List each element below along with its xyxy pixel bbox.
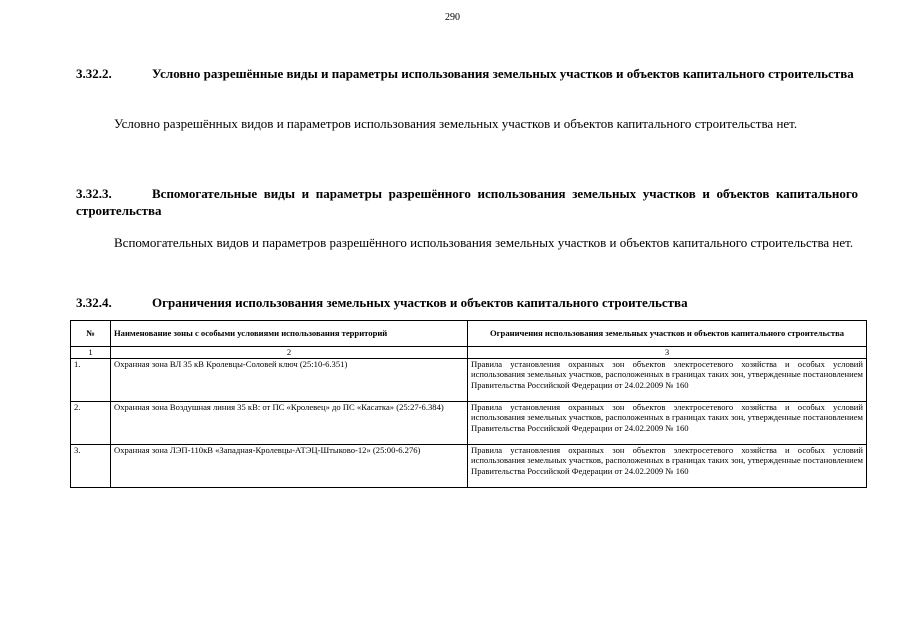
row-number: 2. xyxy=(71,401,111,444)
row-number: 1. xyxy=(71,358,111,401)
section-title: Условно разрешённые виды и параметры использования земельных участков и объектов капитального строительства xyxy=(152,66,854,81)
column-index: 2 xyxy=(111,347,468,359)
restriction-text: Правила установления охранных зон объектов электросетевого хозяйства и особых условий использования земельных участков, расположенных в границах таких зон, утвержденные постановлением Правительства Российской Федерации от 24.02.2009 № 160 xyxy=(468,358,867,401)
section-text: Вспомогательных видов и параметров разрешённого использования земельных участков и объектов капитального строительства нет. xyxy=(114,235,854,250)
section-title: Ограничения использования земельных участков и объектов капитального строительства xyxy=(152,295,688,310)
zone-name: Охранная зона Воздушная линия 35 кВ: от ПС «Кролевец» до ПС «Касатка» (25:27-6.384) xyxy=(111,401,468,444)
zone-name: Охранная зона ЛЭП-110кВ «Западная-Кролевцы-АТЭЦ-Штыково-12» (25:00-6.276) xyxy=(111,444,468,487)
table-row xyxy=(71,358,867,401)
section-heading-3-32-2 xyxy=(76,65,858,82)
restriction-text: Правила установления охранных зон объектов электросетевого хозяйства и особых условий использования земельных участков, расположенных в границах таких зон, утвержденные постановлением Правительства Российской Федерации от 24.02.2009 № 160 xyxy=(468,444,867,487)
section-heading-3-32-4 xyxy=(76,294,858,311)
section-text: Условно разрешённых видов и параметров использования земельных участков и объектов капитального строительства нет. xyxy=(114,116,798,131)
header-zone: Наименование зоны с особыми условиями использования территорий xyxy=(111,321,468,347)
section-number: 3.32.2. xyxy=(76,66,112,81)
page-number: 290 xyxy=(445,12,460,23)
header-number: № xyxy=(71,321,111,347)
row-number: 3. xyxy=(71,444,111,487)
header-restriction: Ограничения использования земельных участков и объектов капитального строительства xyxy=(468,321,867,347)
section-title: Вспомогательные виды и параметры разрешённого использования земельных участков и объектов капитального строительства xyxy=(76,186,858,218)
table-row xyxy=(71,401,867,444)
section-number: 3.32.3. xyxy=(76,186,112,201)
restriction-text: Правила установления охранных зон объектов электросетевого хозяйства и особых условий использования земельных участков, расположенных в границах таких зон, утвержденные постановлением Правительства Российской Федерации от 24.02.2009 № 160 xyxy=(468,401,867,444)
section-heading-3-32-3 xyxy=(76,185,858,219)
table-header-row xyxy=(71,321,867,347)
section-number: 3.32.4. xyxy=(76,295,112,310)
table-row xyxy=(71,444,867,487)
column-index: 1 xyxy=(71,347,111,359)
column-index-row xyxy=(71,347,867,359)
zone-name: Охранная зона ВЛ 35 кВ Кролевцы-Соловей ключ (25:10-6.351) xyxy=(111,358,468,401)
column-index: 3 xyxy=(468,347,867,359)
restrictions-table xyxy=(70,320,867,488)
